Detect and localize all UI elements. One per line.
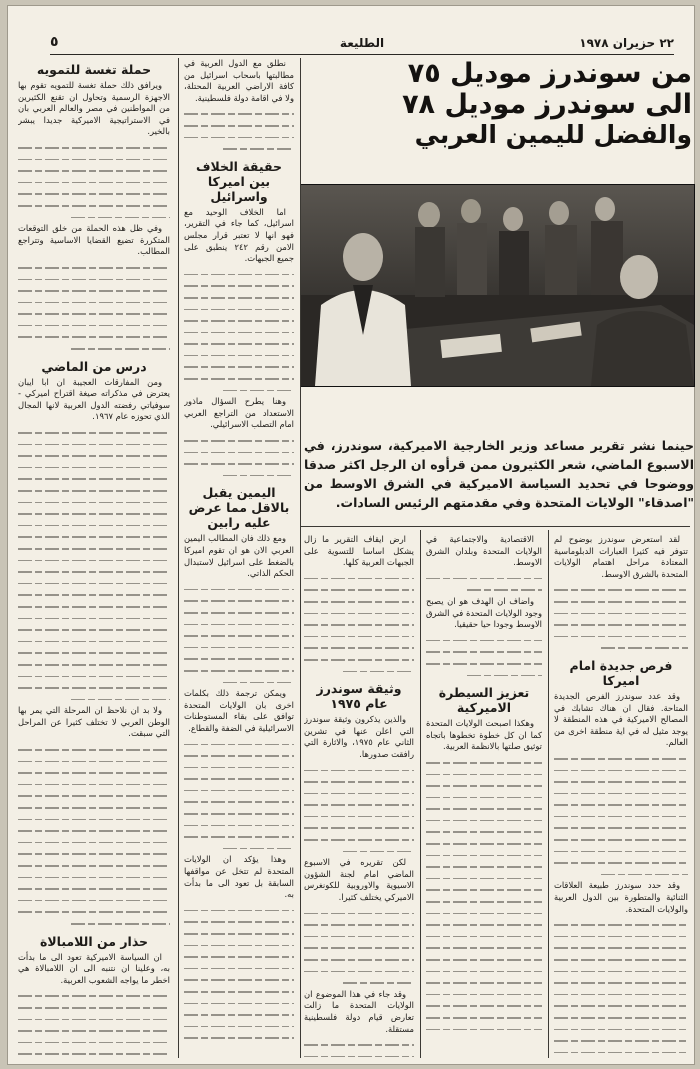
paper-name: الطليعة: [339, 36, 385, 50]
headline: [322, 58, 692, 150]
paragraph: ومع ذلك فان المطالب اليمين العربي الان هو ان تقوم اميركا بالضغط على اسرائيل لاستبدال الحكم الذاتي.: [184, 533, 294, 579]
column-rule: [548, 530, 549, 1058]
subheading-right-wing: اليمين يقبل بالاقل مما عرض عليه رابين: [188, 485, 290, 531]
paragraph: ارض ايقاف التقرير ما زال يشكل اساسا للتسوية على الجبهات العربية كلها.: [304, 534, 414, 568]
paragraph: ويرافق ذلك حملة تغسة للتمويه تقوم بها الاجهزة الرسمية وتحاول ان تقنع الكثيرين من المواطنين في مصر والعالم العربي بان في الاستراتيجية الاميركية جديدا يبشر بالخير.: [18, 80, 170, 137]
column-center: [426, 534, 542, 1058]
headline-line-2: الى سوندرز موديل ٧٨: [402, 89, 692, 120]
intro-rule: [300, 526, 690, 527]
column-far-left: [18, 58, 170, 1058]
page-header: [50, 34, 674, 55]
newspaper-page: [8, 6, 694, 1064]
column-rule: [300, 58, 301, 1058]
paragraph: لقد استعرض سوندرز بوضوح لم تتوفر فيه كثيرا العبارات الدبلوماسية المعتادة مراحل اهتمام الولايات المتحدة بالشرق الاوسط.: [554, 534, 688, 579]
paragraph: ولا بد ان نلاحظ ان المرحلة التي يمر بها الوطن العربي لا تختلف كثيرا عن المراحل التي سبقت.: [18, 705, 170, 739]
intro-paragraph: حينما نشر تقرير مساعد وزير الخارجية الاميركية، سوندرز، في الاسبوع الماضي، شعر الكثيرون ممن قرأوه ان الرجل اكثر صدقا ووضوحا في تحديد السياسة الاميركية في الشرق الاوسط من "اصدقاء" الولايات المتحدة وفي مقدمتهم الرئيس السادات.: [304, 438, 694, 510]
paragraph: وهنا يطرح السؤال ماذور الاستعداد من التراجع العربي امام التصلب الاسرائيلي.: [184, 396, 294, 430]
column-rule: [420, 530, 421, 1058]
column-rule: [178, 58, 179, 1058]
paragraph: وفي ظل هذه الحملة من خلق التوقعات المتكررة تضيع القضايا الاساسية وتتراجع المطالب.: [18, 223, 170, 257]
column-right: [304, 534, 414, 1058]
subheading-lesson: درس من الماضي: [41, 358, 147, 374]
paragraph: لكن تقريره في الاسبوع الماضي امام لجنة الشؤون الاسيوية والاوروبية للكونغرس الاميركي يختلف كثيرا.: [304, 857, 414, 903]
paragraph: ان السياسة الاميركية تعود الى ما بدأت به، وعلينا ان نتنبه الى ان اللامبالاة هي اخطر ما يواجه الشعوب العربية.: [18, 951, 170, 985]
headline-line-3: والفضل لليمين العربي: [414, 120, 692, 149]
issue-date: ٢٢ حزيران ١٩٧٨: [579, 36, 674, 50]
paragraph: وقد حدد سوندرز طبيعة العلاقات الثنائية والمتطورة بين الدول العربية والولايات المتحدة.: [554, 880, 688, 914]
paragraph: الاقتصادية والاجتماعية في الولايات المتحدة وبلدان الشرق الاوسط.: [426, 534, 542, 568]
headline-line-1: من سوندرز موديل ٧٥: [407, 58, 692, 89]
column-far-right: [554, 534, 688, 1058]
paragraph: اما الخلاف الوحيد مع اسرائيل، كما جاء في التقرير، فهو انها لا تعتبر قرار مجلس الامن رقم ٢٤٢ ينطبق على جميع الجبهات.: [184, 206, 294, 264]
paragraph: ومن المفارقات العجيبة ان ابا ايبان يعترض في مذكراته صيغة اقتراح اميركي - سوفياتي رفضته الدول العربية لانها المجال الذي تحوزه عام ١٩٦٧.: [18, 376, 170, 422]
subheading-campaign: حملة تغسة للتمويه: [36, 62, 152, 77]
subheading-apathy: حذار من اللامبالاة: [39, 933, 149, 949]
paragraph: وقد جاء في هذا الموضوع ان الولايات المتحدة ما زالت تعارض قيام دولة فلسطينية مستقلة.: [304, 988, 414, 1034]
paragraph: وهكذا اصبحت الولايات المتحدة كما ان كل خطوة تخطوها باتجاه توثيق صلتها بالانظمة العربية.: [426, 718, 542, 752]
news-photo: [300, 184, 695, 387]
paragraph: نطلق مع الدول العربية في مطالبتها باسحاب اسرائيل من كافة الاراضي العربية المحتلة، ولا في اقامة دولة فلسطينية.: [184, 58, 294, 103]
paragraph: وقد عدد سوندرز الفرص الجديدة المتاحة. فقال ان هناك تشابك في المصالح الاميركية في هذه المنطقة لا يوجد مثيل له في اية منطقة اخرى من العالم.: [554, 690, 688, 748]
page-number: ٥: [50, 34, 59, 50]
photo-image: [301, 185, 694, 386]
paragraph: ويمكن ترجمة ذلك بكلمات اخرى بان الولايات المتحدة توافق على بقاء المستوطنات الاسرائيلية في الضفة والقطاع.: [184, 688, 294, 733]
subheading-document-1975: وثيقة سوندرز عام ١٩٧٥: [316, 681, 402, 712]
paragraph: واضاف ان الهدف هو ان يصبح وجود الولايات المتحدة في الشرق الاوسط وجودا حيا حقيقيا.: [426, 595, 542, 630]
column-middle: [184, 58, 294, 1058]
paragraph: وهذا يؤكد ان الولايات المتحدة لم تتخل عن مواقفها السابقة بل تعود الى ما بدأت به.: [184, 854, 294, 900]
subheading-new-opportunities: فرص جديدة امام اميركا: [569, 657, 673, 688]
paragraph: والذين يذكرون وثيقة سوندرز التي اعلن عنها في تشرين الثاني عام ١٩٧٥، والاثارة التي رافقت صدورها.: [304, 714, 414, 759]
subheading-disagreement: حقيقة الخلاف بين اميركا واسرائيل: [195, 158, 283, 204]
subheading-hegemony: تعزيز السيطرة الاميركية: [438, 685, 530, 716]
